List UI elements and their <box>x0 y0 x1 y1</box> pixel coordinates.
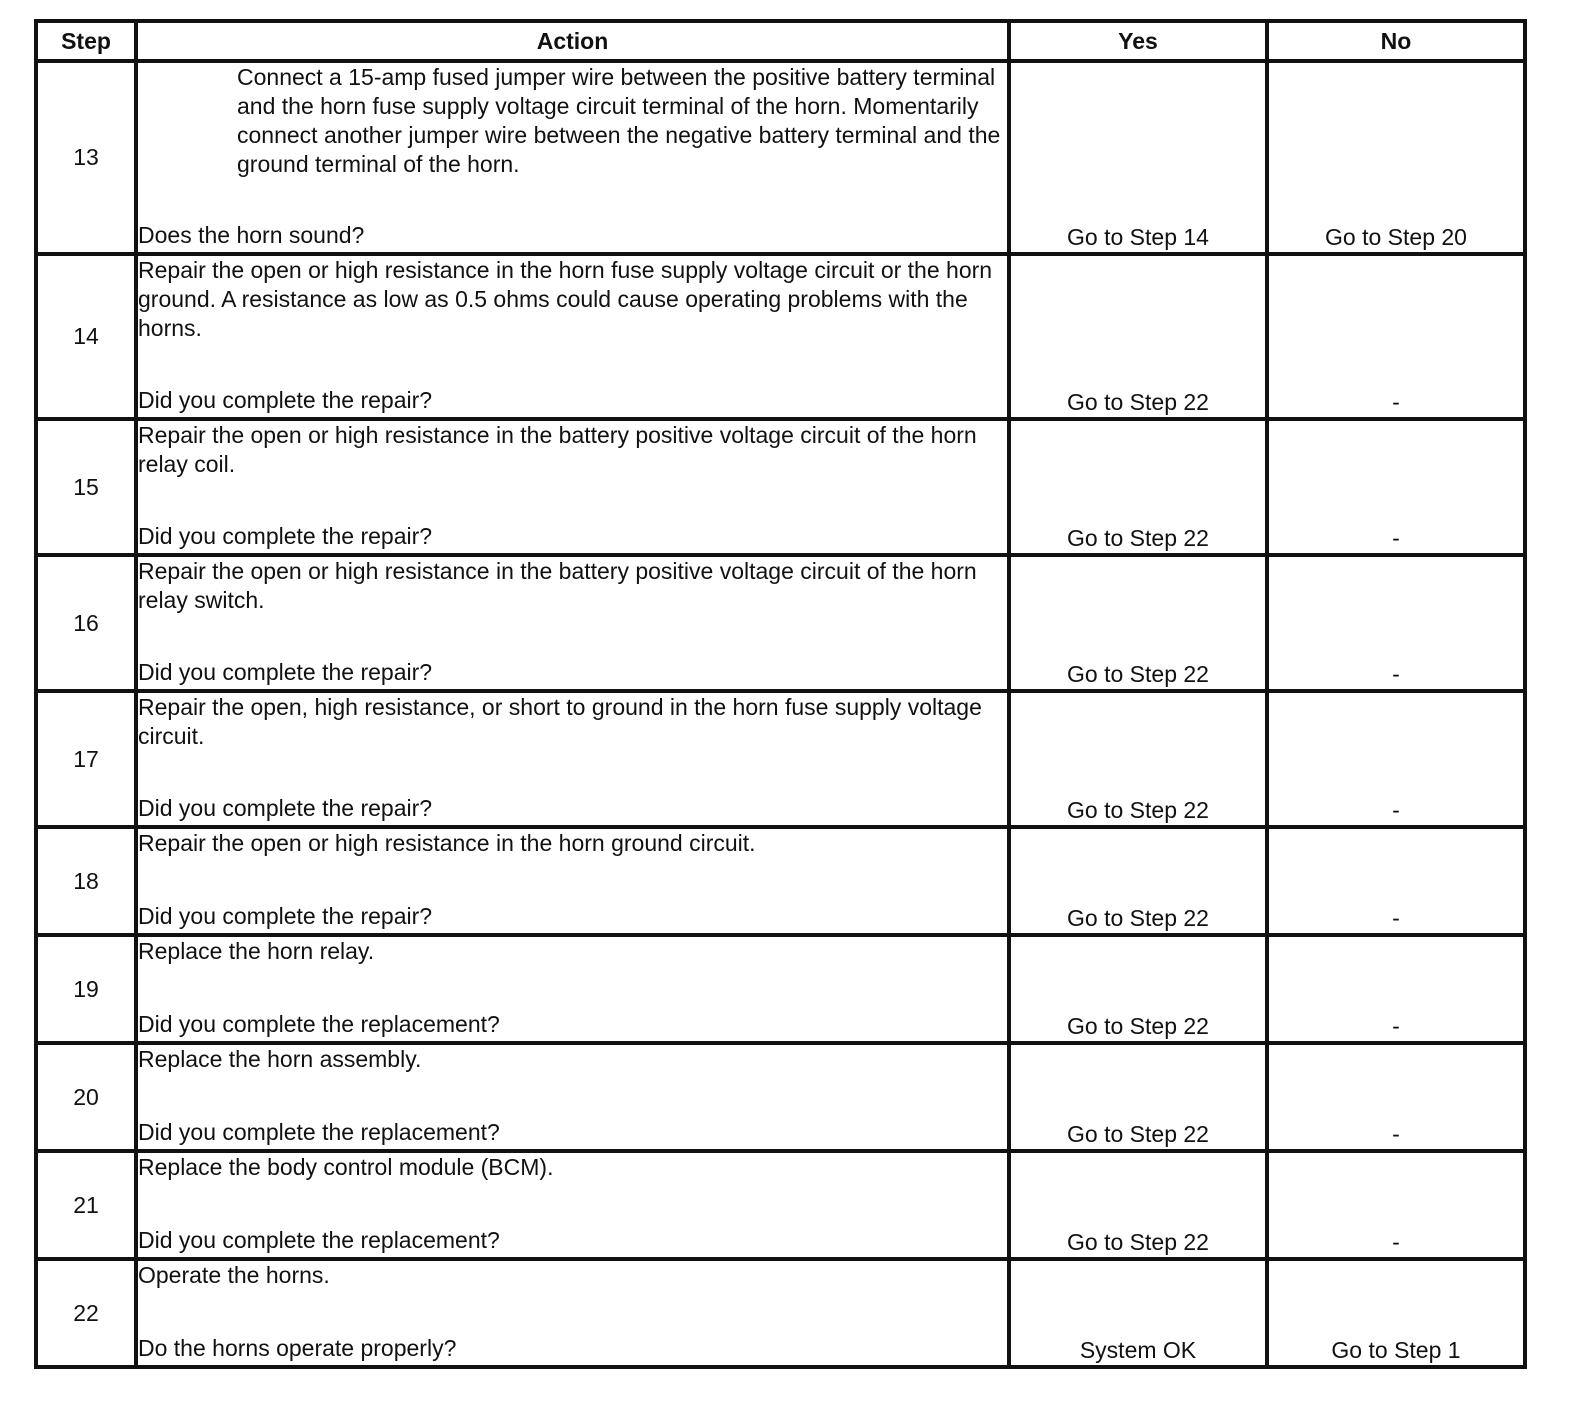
yes-result: Go to Step 22 <box>1009 555 1267 691</box>
yes-result: Go to Step 22 <box>1009 827 1267 935</box>
table-row <box>36 419 1525 555</box>
instruction-text: Repair the open, high resistance, or short to ground in the horn fuse supply voltage circuit. <box>138 694 982 749</box>
question-text: Did you complete the replacement? <box>138 1011 500 1037</box>
step-number: 21 <box>36 1151 136 1259</box>
table-row <box>36 1151 1525 1259</box>
instruction-text: Replace the body control module (BCM). <box>138 1154 554 1180</box>
question-text: Did you complete the repair? <box>138 795 433 821</box>
instruction-text: Replace the horn relay. <box>138 938 375 964</box>
instruction-text: Repair the open or high resistance in the battery positive voltage circuit of the horn relay coil. <box>138 422 977 477</box>
step-number: 15 <box>36 419 136 555</box>
table-row <box>36 935 1525 1043</box>
table-row <box>36 1043 1525 1151</box>
action-cell <box>136 555 1009 691</box>
step-number: 17 <box>36 691 136 827</box>
step-number: 20 <box>36 1043 136 1151</box>
table-row <box>36 61 1525 254</box>
yes-result: System OK <box>1009 1259 1267 1367</box>
step-number: 14 <box>36 254 136 419</box>
question-text: Did you complete the repair? <box>138 903 433 929</box>
instruction-text: Connect a 15-amp fused jumper wire between the positive battery terminal and the horn fuse supply voltage circuit terminal of the horn. Momentarily connect another jumper wire between the negative battery terminal and the ground terminal of the horn. <box>237 64 1001 177</box>
table-row <box>36 1259 1525 1367</box>
header-row <box>36 21 1525 61</box>
instruction-text: Operate the horns. <box>138 1262 330 1288</box>
yes-result: Go to Step 22 <box>1009 254 1267 419</box>
table-row <box>36 254 1525 419</box>
header-step: Step <box>36 21 136 61</box>
action-cell <box>136 1259 1009 1367</box>
no-result: - <box>1267 691 1525 827</box>
action-cell <box>136 254 1009 419</box>
table-row <box>36 691 1525 827</box>
yes-result: Go to Step 22 <box>1009 691 1267 827</box>
header-action: Action <box>136 21 1009 61</box>
step-number: 19 <box>36 935 136 1043</box>
step-number: 18 <box>36 827 136 935</box>
no-result: Go to Step 20 <box>1267 61 1525 254</box>
no-result: - <box>1267 254 1525 419</box>
action-cell <box>136 1043 1009 1151</box>
no-result: Go to Step 1 <box>1267 1259 1525 1367</box>
table-row <box>36 827 1525 935</box>
no-result: - <box>1267 419 1525 555</box>
action-cell <box>136 935 1009 1043</box>
table-row <box>36 555 1525 691</box>
question-text: Did you complete the repair? <box>138 523 433 549</box>
question-text: Does the horn sound? <box>138 222 365 248</box>
question-text: Do the horns operate properly? <box>138 1335 457 1361</box>
no-result: - <box>1267 555 1525 691</box>
question-text: Did you complete the replacement? <box>138 1119 500 1145</box>
question-text: Did you complete the repair? <box>138 387 433 413</box>
instruction-text: Replace the horn assembly. <box>138 1046 422 1072</box>
instruction-text: Repair the open or high resistance in the horn ground circuit. <box>138 830 756 856</box>
header-no: No <box>1267 21 1525 61</box>
yes-result: Go to Step 22 <box>1009 419 1267 555</box>
yes-result: Go to Step 22 <box>1009 1043 1267 1151</box>
question-text: Did you complete the replacement? <box>138 1227 500 1253</box>
instruction-text: Repair the open or high resistance in the battery positive voltage circuit of the horn relay switch. <box>138 558 977 613</box>
no-result: - <box>1267 935 1525 1043</box>
step-number: 22 <box>36 1259 136 1367</box>
diagnostic-table <box>34 19 1527 1369</box>
header-yes: Yes <box>1009 21 1267 61</box>
action-cell <box>136 61 1009 254</box>
action-cell <box>136 691 1009 827</box>
yes-result: Go to Step 22 <box>1009 935 1267 1043</box>
action-cell <box>136 1151 1009 1259</box>
yes-result: Go to Step 14 <box>1009 61 1267 254</box>
action-cell <box>136 827 1009 935</box>
no-result: - <box>1267 1151 1525 1259</box>
question-text: Did you complete the repair? <box>138 659 433 685</box>
step-number: 13 <box>36 61 136 254</box>
instruction-text: Repair the open or high resistance in the horn fuse supply voltage circuit or the horn ground. A resistance as low as 0.5 ohms could cause operating problems with the horns. <box>138 257 993 341</box>
no-result: - <box>1267 827 1525 935</box>
no-result: - <box>1267 1043 1525 1151</box>
step-number: 16 <box>36 555 136 691</box>
action-cell <box>136 419 1009 555</box>
yes-result: Go to Step 22 <box>1009 1151 1267 1259</box>
